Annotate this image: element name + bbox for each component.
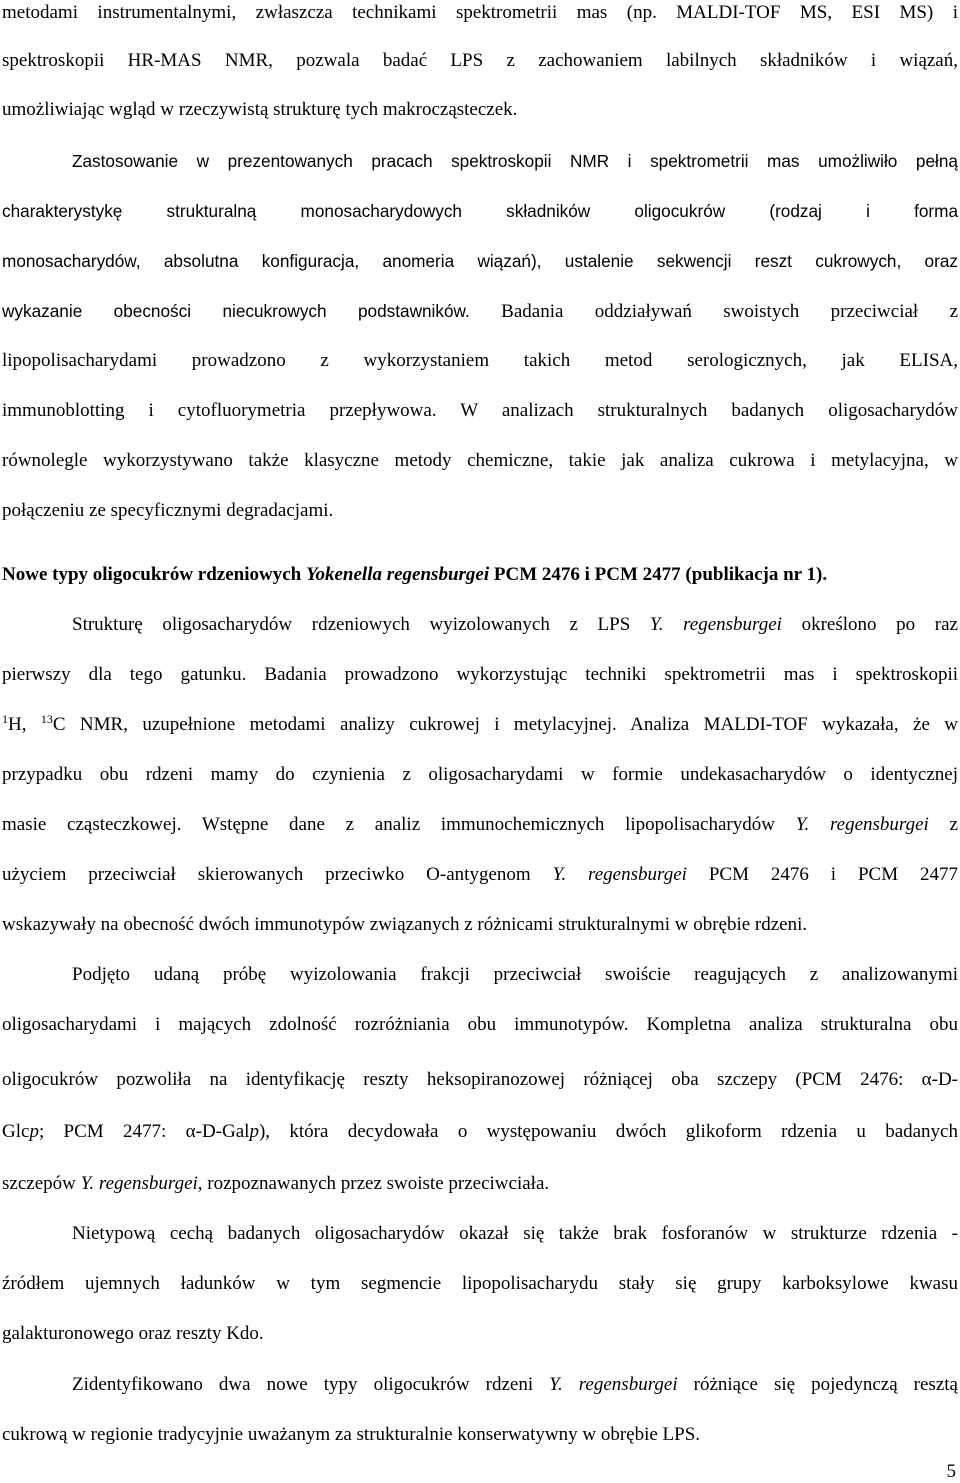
species-name: Y. regensburgei [80, 1173, 198, 1194]
text-span: wykazanie obecności niecukrowych podstawników. [2, 301, 470, 321]
text-span: masie cząsteczkowej. Wstępne dane z analiz immunochemicznych lipopolisacharydów [2, 814, 796, 835]
text-line: połączeniu ze specyficznymi degradacjami. [2, 500, 334, 521]
text-span: ), która decydowała o występowaniu dwóch glikoform rdzenia u badanych [258, 1121, 958, 1142]
text-line: spektroskopii HR-MAS NMR, pozwala badać LPS z zachowaniem labilnych składników i wiązań, [2, 50, 958, 71]
page-number: 5 [946, 1461, 956, 1482]
text-line [2, 862, 958, 888]
text-line: źródłem ujemnych ładunków w tym segmencie lipopolisacharydu stały się grupy karboksylowe kwasu [2, 1273, 958, 1294]
text-span: p [29, 1121, 39, 1142]
text-line [2, 298, 958, 325]
text-span: Glc [2, 1121, 30, 1142]
text-line: immunoblotting i cytofluorymetria przepływowa. W analizach strukturalnych badanych oligosacharydów [2, 400, 958, 421]
text-line: galakturonowego oraz reszty Kdo. [2, 1323, 264, 1344]
text-span: Strukturę oligosacharydów rdzeniowych wyizolowanych z LPS [72, 614, 650, 635]
text-line [2, 1119, 958, 1145]
text-span: różniące się pojedynczą resztą [677, 1374, 958, 1395]
text-line [2, 612, 958, 638]
text-span: użyciem przeciwciał skierowanych przeciwko O-antygenom [2, 864, 553, 885]
heading-text: PCM 2476 i PCM 2477 (publikacja nr 1). [489, 564, 828, 585]
species-name: Y. regensburgei [552, 864, 687, 885]
text-line [2, 712, 958, 738]
species-name: Y. regensburgei [649, 614, 782, 635]
text-span: H, [8, 714, 41, 735]
heading-species: Yokenella regensburgei [305, 564, 490, 585]
text-span: p [249, 1121, 259, 1142]
text-line: monosacharydów, absolutna konfiguracja, anomeria wiązań), ustalenie sekwencji reszt cukrowych, oraz [2, 251, 958, 271]
text-line [2, 1171, 958, 1197]
text-line: lipopolisacharydami prowadzono z wykorzystaniem takich metod serologicznych, jak ELISA, [2, 350, 958, 371]
text-span: szczepów [2, 1173, 81, 1194]
text-line: Podjęto udaną próbę wyizolowania frakcji przeciwciał swoiście reagujących z analizowanymi [72, 964, 958, 985]
text-span: określono po raz [781, 614, 958, 635]
text-line: Nietypową cechą badanych oligosacharydów okazał się także brak fosforanów w strukturze rdzenia - [72, 1223, 958, 1244]
superscript: 1 [2, 712, 8, 726]
text-span: z [928, 814, 958, 835]
species-name: Y. regensburgei [795, 814, 929, 835]
text-span: PCM 2476 i PCM 2477 [686, 864, 959, 885]
text-line [2, 1372, 958, 1398]
text-line: oligosacharydami i mających zdolność rozróżniania obu immunotypów. Kompletna analiza strukturalna obu [2, 1014, 958, 1035]
heading-text: Nowe typy oligocukrów rdzeniowych [2, 564, 306, 585]
text-line: oligocukrów pozwoliła na identyfikację reszty heksopiranozowej różniącej oba szczepy (PCM 2476: α-D- [2, 1069, 958, 1090]
text-span: C NMR, uzupełnione metodami analizy cukrowej i metylacyjnej. Analiza MALDI-TOF wykazała, że w [52, 714, 958, 735]
text-line: cukrową w regionie tradycyjnie uważanym za strukturalnie konserwatywny w obrębie LPS. [2, 1424, 701, 1445]
species-name: Y. regensburgei [549, 1374, 678, 1395]
text-line [2, 812, 958, 838]
text-line: pierwszy dla tego gatunku. Badania prowadzono wykorzystując techniki spektrometrii mas i spektroskopii [2, 664, 958, 685]
text-span: ; PCM 2477: α-D-Gal [38, 1121, 250, 1142]
text-line: Zastosowanie w prezentowanych pracach spektroskopii NMR i spektrometrii mas umożliwiło pełną [72, 151, 958, 171]
text-line: wskazywały na obecność dwóch immunotypów związanych z różnicami strukturalnymi w obrębie rdzeni. [2, 914, 808, 935]
superscript: 13 [40, 712, 53, 726]
text-span: Zidentyfikowano dwa nowe typy oligocukrów rdzeni [72, 1374, 550, 1395]
text-line: umożliwiając wgląd w rzeczywistą strukturę tych makrocząsteczek. [2, 99, 518, 120]
text-line: przypadku obu rdzeni mamy do czynienia z oligosacharydami w formie undekasacharydów o identycznej [2, 764, 958, 785]
section-heading [2, 562, 958, 588]
text-line: charakterystykę strukturalną monosacharydowych składników oligocukrów (rodzaj i forma [2, 201, 958, 221]
text-span: Badania oddziaływań swoistych przeciwciał z [469, 301, 958, 322]
text-line: równolegle wykorzystywano także klasyczne metody chemiczne, takie jak analiza cukrowa i metylacyjna, w [2, 450, 958, 471]
text-line: metodami instrumentalnymi, zwłaszcza technikami spektrometrii mas (np. MALDI-TOF MS, ESI MS) i [2, 2, 958, 23]
text-span: , rozpoznawanych przez swoiste przeciwciała. [197, 1173, 550, 1194]
